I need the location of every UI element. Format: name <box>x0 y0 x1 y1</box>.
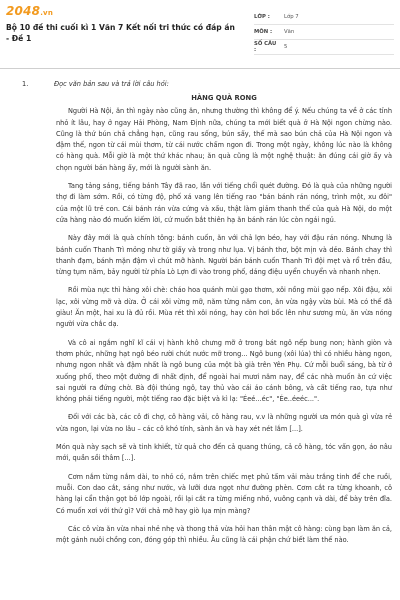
passage-paragraph: Này đây mới là quà chính tông: bánh cuốn, ăn với chả lợn béo, hay với đậu rán nóng. Nhưng là bánh cuốn Thanh Trì mỏng như tờ giấy và trong như lụa. Vị bánh thơ, bột mịn và dẻo. Bánh chay thì thanh đạm, bánh mặn đậm vì chút mỡ hành. Người bán bánh cuốn Thanh Trì đội mẹt và rổ trên đầu, từng tụm năm, bảy người từ phía Lò Lợn đi vào trong phố, dáng điệu uyển chuyển và nhanh nhẹn. <box>56 234 392 277</box>
meta-row-class <box>254 10 394 25</box>
document-title: Bộ 10 đề thi cuối kì 1 Văn 7 Kết nối tri thức có đáp án - Đề 1 <box>6 23 235 43</box>
question-number: 1. <box>22 80 29 88</box>
passage-paragraph: Cơm nắm từng nắm dài, to nhỏ có, nắm trên chiếc mẹt phủ tấm vải màu trắng tinh để che ruồi, muỗi. Con dao cắt, sáng như nước, và lưỡi dưa ngọt như đường phèn. Cơm cắt ra từng khoanh, cô hàng lại cẩn thận gọt bỏ lớp ngoài, rồi lại cắt ra từng miếng nhỏ, vuông cạnh và dài, để bày trên đĩa. Có muốn xơi với thứ gì? Với chả mỡ hay giò lụa mịn màng? <box>56 472 392 515</box>
passage-paragraph: Người Hà Nội, ăn thì ngày nào cũng ăn, nhưng thường thì không để ý. Nếu chúng ta về ở các tỉnh nhỏ ít lâu, hay ở ngay Hải Phòng, Nam Định nữa, chúng ta mới biết quà ở Hà Nội ngon chừng nào. Cũng là thứ bún chả chẳng hạn, cũng rau sống, bún sấy, thế mà sao bún chả của Hà Nội ngon và đậm thế, ngon từ cái mùi thơm, từ cái nước chấm ngon đi. Trong một ngày, không lúc nào là không có hàng quà. Mỗi giờ là một thứ khác nhau; ăn quà cũng là một nghệ thuật: ăn đúng cái giờ ấy và chọn người bán hàng ấy, mới là người sành ăn. <box>56 107 392 172</box>
passage-title: HÀNG QUÀ RONG <box>191 94 257 102</box>
page-header <box>0 0 400 62</box>
site-logo[interactable] <box>6 4 53 18</box>
passage-paragraph: Rồi mùa nực thì hàng xôi chè: cháo hoa quánh mùi gạo thơm, xôi nồng mùi gạo nếp. Xôi đậu, xôi lạc, xôi vừng mỡ và dừa. Ở cái xôi vừng mỡ, năm từng năm con, ăn vừa ngậy vừa bùi. Mà có thế đã giàu! Ăn một, hai xu là đủ rồi. Mùa rét thì xôi nóng, hay còn hơi bốc lên như sương mù, ăn vừa nóng người vừa chắc dạ. <box>56 286 392 329</box>
logo-name: 2048 <box>6 4 41 18</box>
meta-value: 5 <box>284 44 288 50</box>
meta-value: Lớp 7 <box>284 14 299 20</box>
meta-key: SỐ CÂU : <box>254 41 277 53</box>
meta-key: MÔN : <box>254 29 273 35</box>
reading-passage <box>56 93 392 553</box>
meta-row-question-count <box>254 40 394 55</box>
question-prompt: Đọc văn bản sau và trả lời câu hỏi: <box>54 80 169 88</box>
meta-value: Văn <box>284 29 295 35</box>
passage-paragraph: Và cô ai ngắm nghĩ kĩ cái vị hành khô chưng mỡ ở trong bát ngô nếp bung non; hành giòn và thơm phức, những hạt ngô béo rười chút nước mỡ trong... Ngô bung (xôi lúa) thì có nhiều hàng ngon, nhưng ngon nhất và đậm nhất là ngô bung của một bà già trên Yên Phụ. Cứ mỗi buổi sáng, bà từ ở xuống phố, theo một đường đi nhất định, để ngoài hai mươi năm nay, để các nhà muốn ăn cứ việc sai người ra đứng chờ. Bà đội thúng ngô, tay thủ vào cái áo cánh bông, và cất tiếng rao, tựa như khóng phải tiếng người, một tiếng rao đặc biệt và kì lạ: "Éeé...éc", "Ée..éeéc...". <box>56 338 392 404</box>
logo-suffix: .vn <box>40 9 54 17</box>
passage-paragraph: Món quà này sạch sẽ và tinh khiết, từ quả cho đến cả quang thúng, cả cô hàng, tóc vấn gọn, áo nâu mới, quần sồi thâm [...]. <box>56 443 392 463</box>
header-divider <box>0 68 400 69</box>
meta-row-subject <box>254 25 394 40</box>
document-meta-table <box>254 10 394 55</box>
passage-paragraph: Tang tảng sáng, tiếng bánh Tây đã rao, lần với tiếng chổi quét đường. Đó là quà của những người thợ đi làm sớm. Rồi, có từng độ, phố xá vang lên tiếng rao "bán bánh rán nóng, trình một, xu đôi" của một lũ trẻ con. Cái bánh rán vừa cứng và xấu, thật làm giảm thanh thế của quà Hà Nội, do một cửa hàng nào đó muốn kiếm lời, cứ muốn bắt thiên hạ ăn bánh rán lúc còn ngái ngủ. <box>56 182 392 224</box>
passage-paragraph: Đối với các bà, các cô đi chợ, cô hàng vải, cô hàng rau, v.v là những người ưa món quà gì vừa rẻ vừa ngon, lại vừa no lâu – các cô khó tính, sành ăn và hay xét nét lắm [...]. <box>56 413 392 433</box>
meta-key: LỚP : <box>254 14 270 20</box>
passage-paragraph: Các cô vừa ăn vừa nhai nhẻ nhẹ và thong thả vừa hỏi han thân mật cô hàng: cùng bạn làm ăn cả, một gánh nuôi chồng con, đóng góp thì nhiều. Âu cũng là cái phận chứ biết làm thế nào. <box>56 524 392 545</box>
